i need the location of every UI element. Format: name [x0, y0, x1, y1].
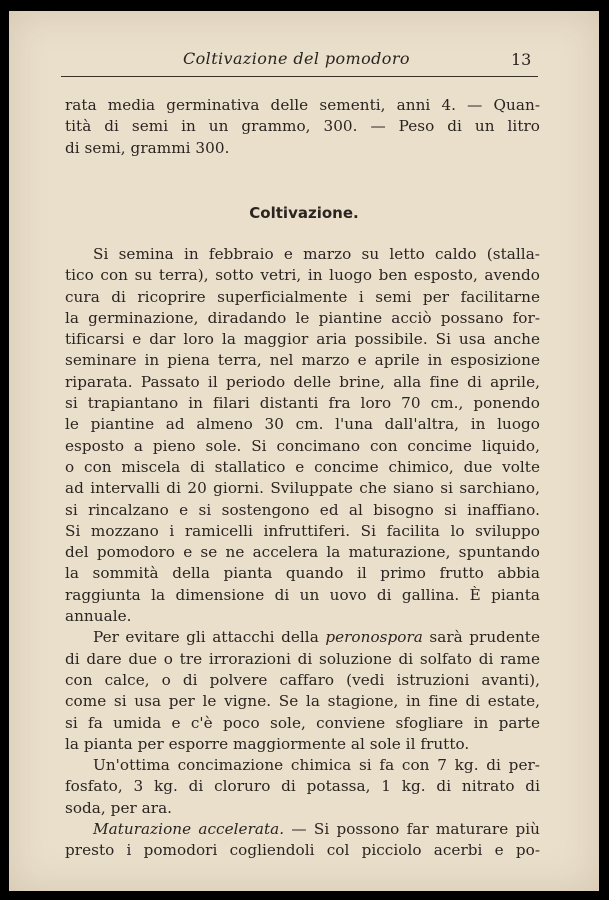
text-line: del pomodoro e se ne accelera la maturazione, spuntando: [65, 543, 540, 562]
text-line: seminare in piena terra, nel marzo e aprile in esposizione: [65, 351, 540, 370]
text-line: raggiunta la dimensione di un uovo di gallina. È pianta: [65, 585, 540, 604]
text-line: la sommità della pianta quando il primo frutto abbia: [65, 564, 540, 583]
text-line: di semi, grammi 300.: [65, 138, 230, 157]
text-line: di dare due o tre irrorazioni di soluzione di solfato di rame: [65, 649, 540, 668]
running-title: Coltivazione del pomodoro: [183, 49, 410, 68]
text-line: [65, 819, 540, 840]
body-text: [65, 244, 540, 862]
text-line: si rincalzano e si sostengono ed al bisogno si inaffiano.: [65, 500, 540, 519]
text-line: con calce, o di polvere caffaro (vedi istruzioni avanti),: [65, 670, 540, 689]
text-line: Si mozzano i ramicelli infruttiferi. Si facilita lo sviluppo: [65, 521, 540, 540]
text-line: fosfato, 3 kg. di cloruro di potassa, 1 kg. di nitrato di: [65, 777, 540, 796]
text-run: — Si possono far maturare più: [284, 820, 540, 839]
text-line: riparata. Passato il periodo delle brine, alla fine di aprile,: [65, 372, 540, 391]
text-line: tificarsi e dar loro la maggior aria possibile. Si usa anche: [65, 330, 540, 349]
emphasis-term: Maturazione accelerata.: [93, 820, 285, 839]
text-line: ad intervalli di 20 giorni. Sviluppate che siano si sarchiano,: [65, 479, 540, 498]
text-line: [65, 627, 540, 648]
text-line: presto i pomodori cogliendoli col picciolo acerbi e po-: [65, 841, 540, 860]
header-rule: [61, 76, 538, 77]
text-line: la germinazione, diradando le piantine acciò possano for-: [65, 308, 540, 327]
intro-paragraph: [65, 95, 540, 159]
running-head: [9, 49, 599, 77]
emphasis-term: peronospora: [325, 628, 423, 647]
text-line: si fa umida e c'è poco sole, conviene sfogliare in parte: [65, 713, 540, 732]
text-line: Si semina in febbraio e marzo su letto caldo (stalla-: [93, 245, 540, 263]
text-line: tità di semi in un grammo, 300. — Peso di un litro: [65, 117, 540, 136]
book-page: [9, 11, 599, 891]
text-line: Un'ottima concimazione chimica si fa con 7 kg. di per-: [93, 756, 540, 775]
text-line: si trapiantano in filari distanti fra loro 70 cm., ponendo: [65, 394, 540, 413]
text-line: esposto a pieno sole. Si concimano con concime liquido,: [65, 436, 540, 455]
text-line: le piantine ad almeno 30 cm. l'una dall'altra, in luogo: [65, 415, 540, 434]
text-line: annuale.: [65, 607, 132, 626]
section-heading: Coltivazione.: [249, 204, 359, 222]
text-line: o con miscela di stallatico e concime chimico, due volte: [65, 457, 540, 476]
text-line: tico con su terra), sotto vetri, in luogo ben esposto, avendo: [65, 266, 540, 285]
text-line: come si usa per le vigne. Se la stagione, in fine di estate,: [65, 692, 540, 711]
text-line: soda, per ara.: [65, 798, 173, 817]
text-line: cura di ricoprire superficialmente i semi per facilitarne: [65, 287, 540, 306]
text-run: Per evitare gli attacchi della: [93, 628, 326, 647]
text-line: rata media germinativa delle sementi, anni 4. — Quan-: [65, 96, 540, 114]
text-line: la pianta per esporre maggiormente al sole il frutto.: [65, 734, 470, 753]
page-number: 13: [511, 50, 532, 69]
text-run: sarà prudente: [422, 628, 541, 647]
